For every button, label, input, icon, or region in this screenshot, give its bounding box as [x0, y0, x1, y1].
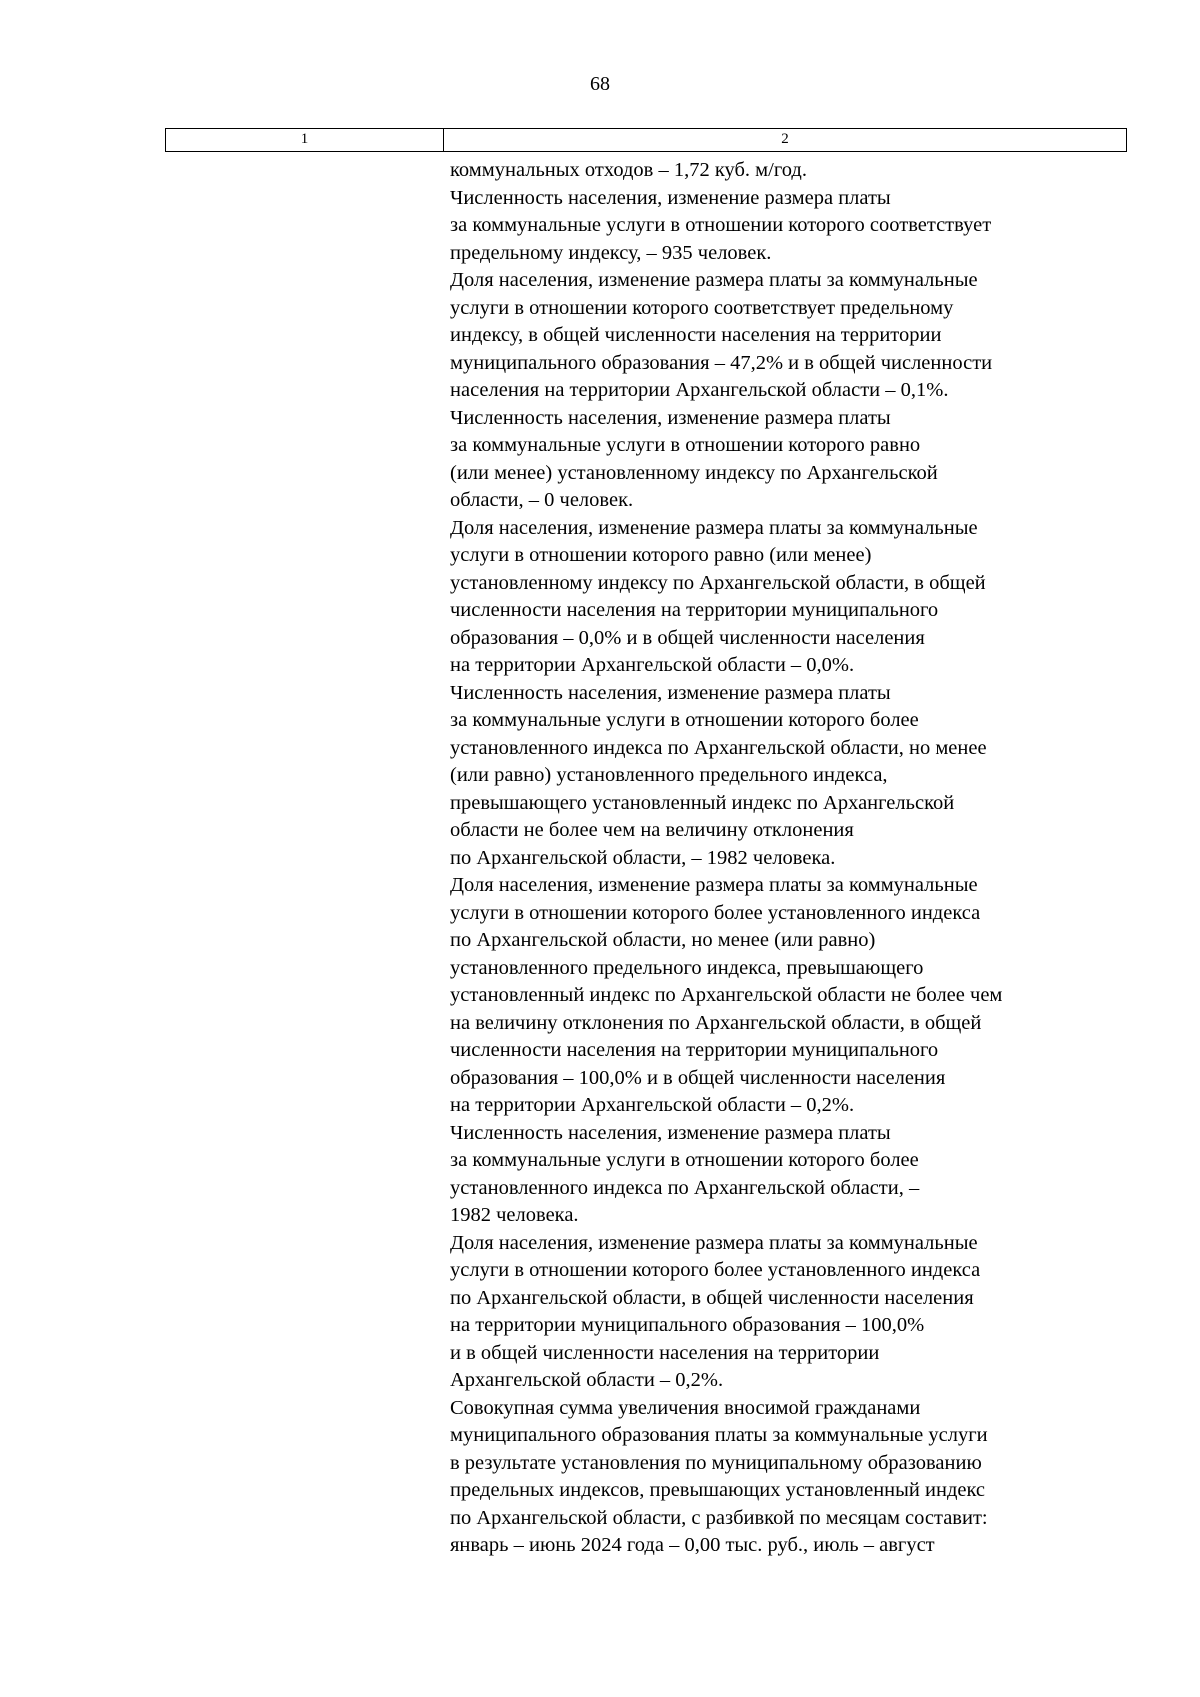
text-line: услуги в отношении которого более установленного индекса: [450, 901, 981, 924]
text-line: Доля населения, изменение размера платы за коммунальные: [450, 874, 978, 896]
text-line: Доля населения, изменение размера платы за коммунальные: [450, 269, 978, 291]
text-line: индексу, в общей численности населения на территории: [450, 324, 942, 346]
text-line: на территории Архангельской области – 0,0%.: [450, 654, 855, 676]
text-line: установленного предельного индекса, превышающего: [450, 956, 924, 979]
text-line: по Архангельской области, – 1982 человека.: [450, 846, 836, 869]
text-line: за коммунальные услуги в отношении которого более: [450, 1149, 919, 1171]
text-line: Архангельской области – 0,2%.: [450, 1369, 724, 1391]
text-line: коммунальных отходов – 1,72 куб. м/год.: [450, 159, 807, 181]
text-line: по Архангельской области, в общей численности населения: [450, 1286, 974, 1309]
text-line: предельных индексов, превышающих установленный индекс: [450, 1479, 986, 1501]
text-line: населения на территории Архангельской области – 0,1%.: [450, 379, 949, 401]
text-line: превышающего установленный индекс по Архангельской: [450, 791, 955, 814]
text-line: области не более чем на величину отклонения: [450, 819, 854, 841]
table-header-col-1: 1: [166, 129, 444, 151]
text-line: на величину отклонения по Архангельской области, в общей: [450, 1011, 982, 1034]
text-line: за коммунальные услуги в отношении которого более: [450, 709, 919, 731]
text-line: услуги в отношении которого равно (или менее): [450, 544, 872, 566]
text-line: муниципального образования платы за коммунальные услуги: [450, 1424, 988, 1446]
text-line: по Архангельской области, с разбивкой по месяцам составит:: [450, 1506, 988, 1529]
text-line: Совокупная сумма увеличения вносимой гражданами: [450, 1396, 921, 1419]
text-line: Доля населения, изменение размера платы за коммунальные: [450, 1231, 978, 1254]
text-line: Численность населения, изменение размера платы: [450, 406, 891, 429]
page-number: 68: [590, 73, 610, 95]
text-line: Численность населения, изменение размера платы: [450, 1121, 891, 1144]
table-header-row: [165, 128, 1127, 152]
text-line: за коммунальные услуги в отношении которого равно: [450, 434, 921, 456]
text-line: за коммунальные услуги в отношении которого соответствует: [450, 214, 992, 236]
text-line: январь – июнь 2024 года – 0,00 тыс. руб., июль – август: [450, 1534, 935, 1556]
text-line: по Архангельской области, но менее (или равно): [450, 929, 876, 951]
text-line: услуги в отношении которого соответствует предельному: [450, 296, 954, 319]
text-line: услуги в отношении которого более установленного индекса: [450, 1259, 981, 1281]
text-line: установленному индексу по Архангельской области, в общей: [450, 571, 986, 594]
text-line: Численность населения, изменение размера платы: [450, 186, 891, 209]
text-line: образования – 0,0% и в общей численности населения: [450, 626, 925, 649]
text-line: области, – 0 человек.: [450, 489, 634, 511]
text-line: на территории муниципального образования – 100,0%: [450, 1314, 925, 1336]
text-line: Доля населения, изменение размера платы за коммунальные: [450, 516, 978, 539]
text-line: численности населения на территории муниципального: [450, 1039, 939, 1061]
text-line: предельному индексу, – 935 человек.: [450, 241, 772, 264]
text-line: на территории Архангельской области – 0,2%.: [450, 1094, 855, 1116]
text-line: численности населения на территории муниципального: [450, 599, 939, 621]
text-line: (или менее) установленному индексу по Архангельской: [450, 461, 938, 484]
text-line: 1982 человека.: [450, 1204, 579, 1226]
text-line: установленного индекса по Архангельской области, –: [450, 1176, 920, 1199]
document-body-column: [450, 157, 1150, 1560]
text-line: в результате установления по муниципальному образованию: [450, 1451, 982, 1474]
text-line: образования – 100,0% и в общей численности населения: [450, 1066, 946, 1089]
text-line: Численность населения, изменение размера платы: [450, 681, 891, 704]
text-line: и в общей численности населения на территории: [450, 1341, 880, 1364]
text-line: (или равно) установленного предельного индекса,: [450, 764, 888, 786]
text-line: установленного индекса по Архангельской области, но менее: [450, 736, 987, 759]
table-header-col-2: 2: [781, 131, 789, 147]
text-line: установленный индекс по Архангельской области не более чем: [450, 984, 1003, 1006]
text-line: муниципального образования – 47,2% и в общей численности: [450, 351, 993, 374]
